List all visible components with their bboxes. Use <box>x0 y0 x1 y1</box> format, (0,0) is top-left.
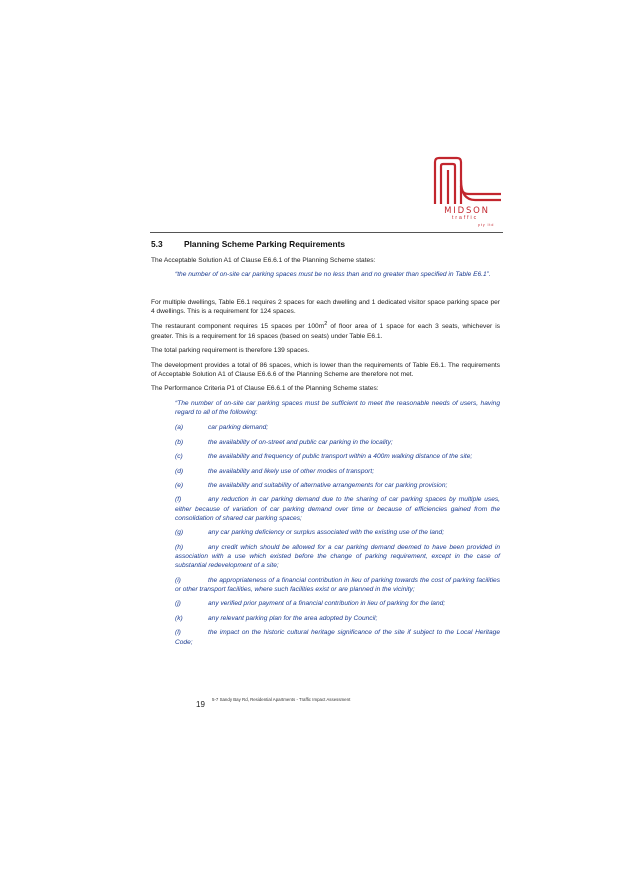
midson-traffic-logo-icon <box>431 156 503 206</box>
restaurant-paragraph <box>151 321 500 341</box>
criterion-text: the appropriateness of a financial contribution in lieu of parking towards the cost of parking facilities or other transport facilities, where such facilities exist or are planned in the vicinity; <box>175 576 500 594</box>
intro-a1: The Acceptable Solution A1 of Clause E6.6.1 of the Planning Scheme states: <box>151 256 376 264</box>
criterion-g <box>175 528 500 537</box>
intro-p1: The Performance Criteria P1 of Clause E6.6.1 of the Planning Scheme states: <box>151 385 379 393</box>
brand-pty: pty ltd <box>478 223 495 227</box>
brand-subtitle: traffic <box>452 215 479 221</box>
criterion-text: the availability of on-street and public car parking in the locality; <box>208 438 393 446</box>
criterion-c <box>175 452 500 461</box>
criterion-label: (l) <box>175 629 181 637</box>
criteria-list <box>151 423 500 646</box>
brand-name: MIDSON <box>444 206 490 216</box>
criterion-a <box>175 423 500 432</box>
restaurant-superscript: 2 <box>324 321 328 328</box>
multiple-dwellings-paragraph: For multiple dwellings, Table E6.1 requires 2 spaces for each dwelling and 1 dedicated visitor space parking space per 4 dwellings. This is a requirement for 124 spaces. <box>151 298 500 315</box>
criterion-d <box>175 467 500 476</box>
criterion-label: (i) <box>175 576 181 584</box>
criterion-h <box>175 543 500 571</box>
restaurant-text-a: The restaurant component requires 15 spaces per 100m <box>151 323 325 331</box>
development-paragraph: The development provides a total of 86 spaces, which is lower than the requirements of Table E6.1. The requirements of Acceptable Solution A1 of Clause E6.6.6 of the Planning Scheme are therefore not met. <box>151 361 500 378</box>
criterion-label: (g) <box>175 529 184 537</box>
criterion-text: the availability and suitability of alternative arrangements for car parking provision; <box>208 481 448 489</box>
criterion-f <box>175 495 500 523</box>
quote-a1: “the number of on-site car parking spaces must be no less than and no greater than specified in Table E6.1”. <box>175 271 491 279</box>
criterion-label: (k) <box>175 614 183 622</box>
criterion-label: (f) <box>175 496 182 504</box>
header-rule <box>150 232 503 233</box>
criterion-e <box>175 481 500 490</box>
quote-p1-intro: “The number of on-site car parking spaces must be sufficient to meet the reasonable needs of users, having regard to all of the following: <box>175 399 500 417</box>
section-number: 5.3 <box>151 239 163 249</box>
criterion-text: any relevant parking plan for the area adopted by Council; <box>208 614 378 622</box>
criterion-text: any reduction in car parking demand due to the sharing of car parking spaces by multiple uses, either because of variation of car parking demand over time or because of efficiencies gained from the consolidation of shared car parking spaces; <box>175 496 500 522</box>
section-heading <box>151 239 500 251</box>
criterion-b <box>175 438 500 447</box>
page-body <box>151 239 500 652</box>
criterion-label: (d) <box>175 467 184 475</box>
criterion-label: (h) <box>175 543 184 551</box>
criterion-text: the availability and frequency of public transport within a 400m walking distance of the site; <box>208 453 473 461</box>
criterion-text: the impact on the historic cultural heritage significance of the site if subject to the Local Heritage Code; <box>175 629 500 646</box>
criterion-text: the availability and likely use of other modes of transport; <box>208 467 375 475</box>
criterion-label: (b) <box>175 438 184 446</box>
restaurant-text-b: of floor area of 1 space for each 3 seats, whichever is greater. This is a requirement for 16 spaces (based on seats) under Table E6.1. <box>151 323 501 340</box>
criterion-label: (a) <box>175 424 184 432</box>
page-number: 19 <box>196 700 205 709</box>
footer-text: 5-7 Sandy Bay Rd, Residential Apartments - Traffic Impact Assessment <box>212 697 351 702</box>
criterion-l <box>175 628 500 647</box>
section-title: Planning Scheme Parking Requirements <box>184 239 346 249</box>
criterion-text: any car parking deficiency or surplus associated with the existing use of the land; <box>208 529 445 537</box>
criterion-text: any verified prior payment of a financial contribution in lieu of parking for the land; <box>208 600 446 608</box>
criterion-label: (c) <box>175 453 183 461</box>
criterion-label: (j) <box>175 600 181 608</box>
criterion-k <box>175 614 500 623</box>
criterion-text: car parking demand; <box>208 424 269 432</box>
criterion-i <box>175 576 500 595</box>
criterion-label: (e) <box>175 481 184 489</box>
criterion-j <box>175 599 500 608</box>
total-paragraph: The total parking requirement is therefore 139 spaces. <box>151 347 310 355</box>
criterion-text: any credit which should be allowed for a car parking demand deemed to have been provided in association with a use which existed before the change of parking requirement, except in the case of substantial redevelopment of a site; <box>175 543 500 570</box>
